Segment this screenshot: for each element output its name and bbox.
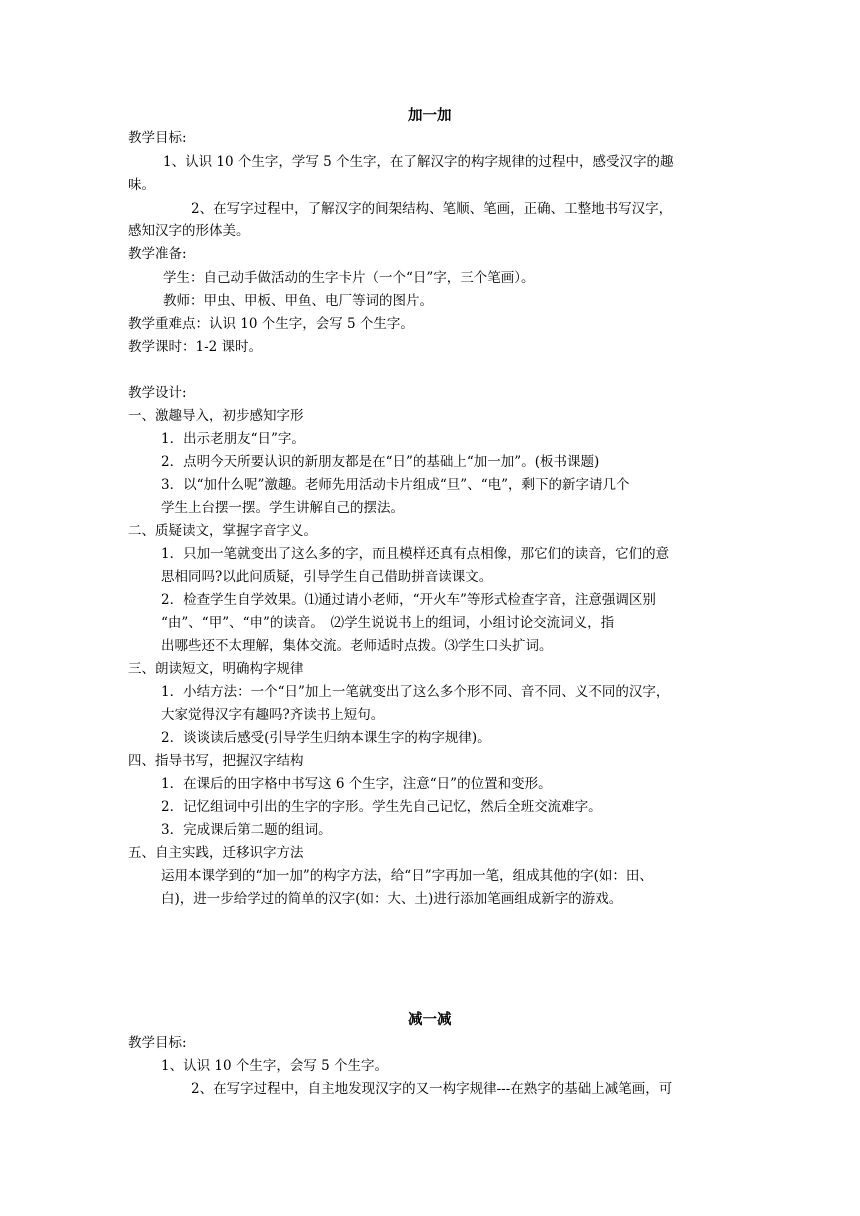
section3-item1-line1: 1．小结方法：一个“日”加上一笔就变出了这么多个形不同、音不同、义不同的汉字， [161,684,670,700]
section2-item1-line2: 思相同吗?以此问质疑，引导学生自己借助拼音读课文。 [161,569,493,585]
lesson2-goal2: 2、在写字过程中，自主地发现汉字的又一构字规律---在熟字的基础上减笔画，可 [191,1081,673,1097]
section5-line1: 运用本课学到的“加一加”的构字方法，给“日”字再加一笔，组成其他的字(如：田、 [161,868,653,884]
section2-item2-line3: 出哪些还不太理解，集体交流。老师适时点拨。⑶学生口头扩词。 [161,638,553,654]
lesson2-goal-heading: 教学目标: [128,1035,187,1051]
lesson1-design-heading: 教学设计: [128,385,187,401]
section1-item3-line2: 学生上台摆一摆。学生讲解自己的摆法。 [161,500,404,516]
lesson1-prep-heading: 教学准备: [128,246,187,262]
section4-item1: 1．在课后的田字格中书写这 6 个生字，注意“日”的位置和变形。 [161,776,552,792]
section4-item3: 3．完成课后第二题的组词。 [161,822,332,838]
section2-item2-line2: “由”、“甲”、“申”的读音。 ⑵学生说说书上的组词，小组讨论交流词义，指 [161,615,615,631]
lesson1-goal1-line2: 味。 [128,177,155,193]
section2-heading: 二、质疑读文，掌握字音字义。 [128,523,317,539]
section1-item3-line1: 3．以“加什么呢”激趣。老师先用活动卡片组成“旦”、“电”，剩下的新字请几个 [161,477,630,493]
lesson1-title: 加一加 [408,107,452,124]
lesson1-hours: 教学课时：1-2 课时。 [128,339,263,355]
lesson1-goal-heading: 教学目标: [128,130,187,146]
section2-item1-line1: 1．只加一笔就变出了这么多的字，而且模样还真有点相像，那它们的读音，它们的意 [161,546,670,562]
lesson1-prep-teacher: 教师：甲虫、甲板、甲鱼、电厂等词的图片。 [163,293,433,309]
section3-item1-line2: 大家觉得汉字有趣吗?齐读书上短句。 [161,707,385,723]
lesson1-goal1-line1: 1、认识 10 个生字，学写 5 个生字，在了解汉字的构字规律的过程中，感受汉字的趣 [163,154,674,170]
lesson1-difficulty: 教学重难点：认识 10 个生字，会写 5 个生字。 [128,316,414,332]
lesson1-goal2-line2: 感知汉字的形体美。 [128,223,250,239]
lesson2-goal1: 1、认识 10 个生字，会写 5 个生字。 [161,1058,389,1074]
lesson2-title: 减一减 [408,1011,452,1028]
section3-heading: 三、朗读短文，明确构字规律 [128,661,304,677]
section1-item1: 1．出示老朋友“日”字。 [161,431,305,447]
section4-item2: 2．记忆组词中引出的生字的字形。学生先自己记忆，然后全班交流难字。 [161,799,602,815]
section5-heading: 五、自主实践，迁移识字方法 [128,845,304,861]
section1-heading: 一、激趣导入，初步感知字形 [128,408,304,424]
section4-heading: 四、指导书写，把握汉字结构 [128,753,304,769]
lesson1-goal2-line1: 2、在写字过程中，了解汉字的间架结构、笔顺、笔画，正确、工整地书写汉字， [191,201,673,217]
section5-line2: 白)，进一步给学过的简单的汉字(如：大、土)进行添加笔画组成新字的游戏。 [161,891,623,907]
section2-item2-line1: 2．检查学生自学效果。⑴通过请小老师，“开火车”等形式检查字音，注意强调区别 [161,592,656,608]
section3-item2: 2．谈谈读后感受(引导学生归纳本课生字的构字规律)。 [161,730,491,746]
lesson1-prep-student: 学生：自己动手做活动的生字卡片（一个“日”字，三个笔画）。 [163,270,535,286]
section1-item2: 2．点明今天所要认识的新朋友都是在“日”的基础上“加一加”。(板书课题) [161,454,600,470]
